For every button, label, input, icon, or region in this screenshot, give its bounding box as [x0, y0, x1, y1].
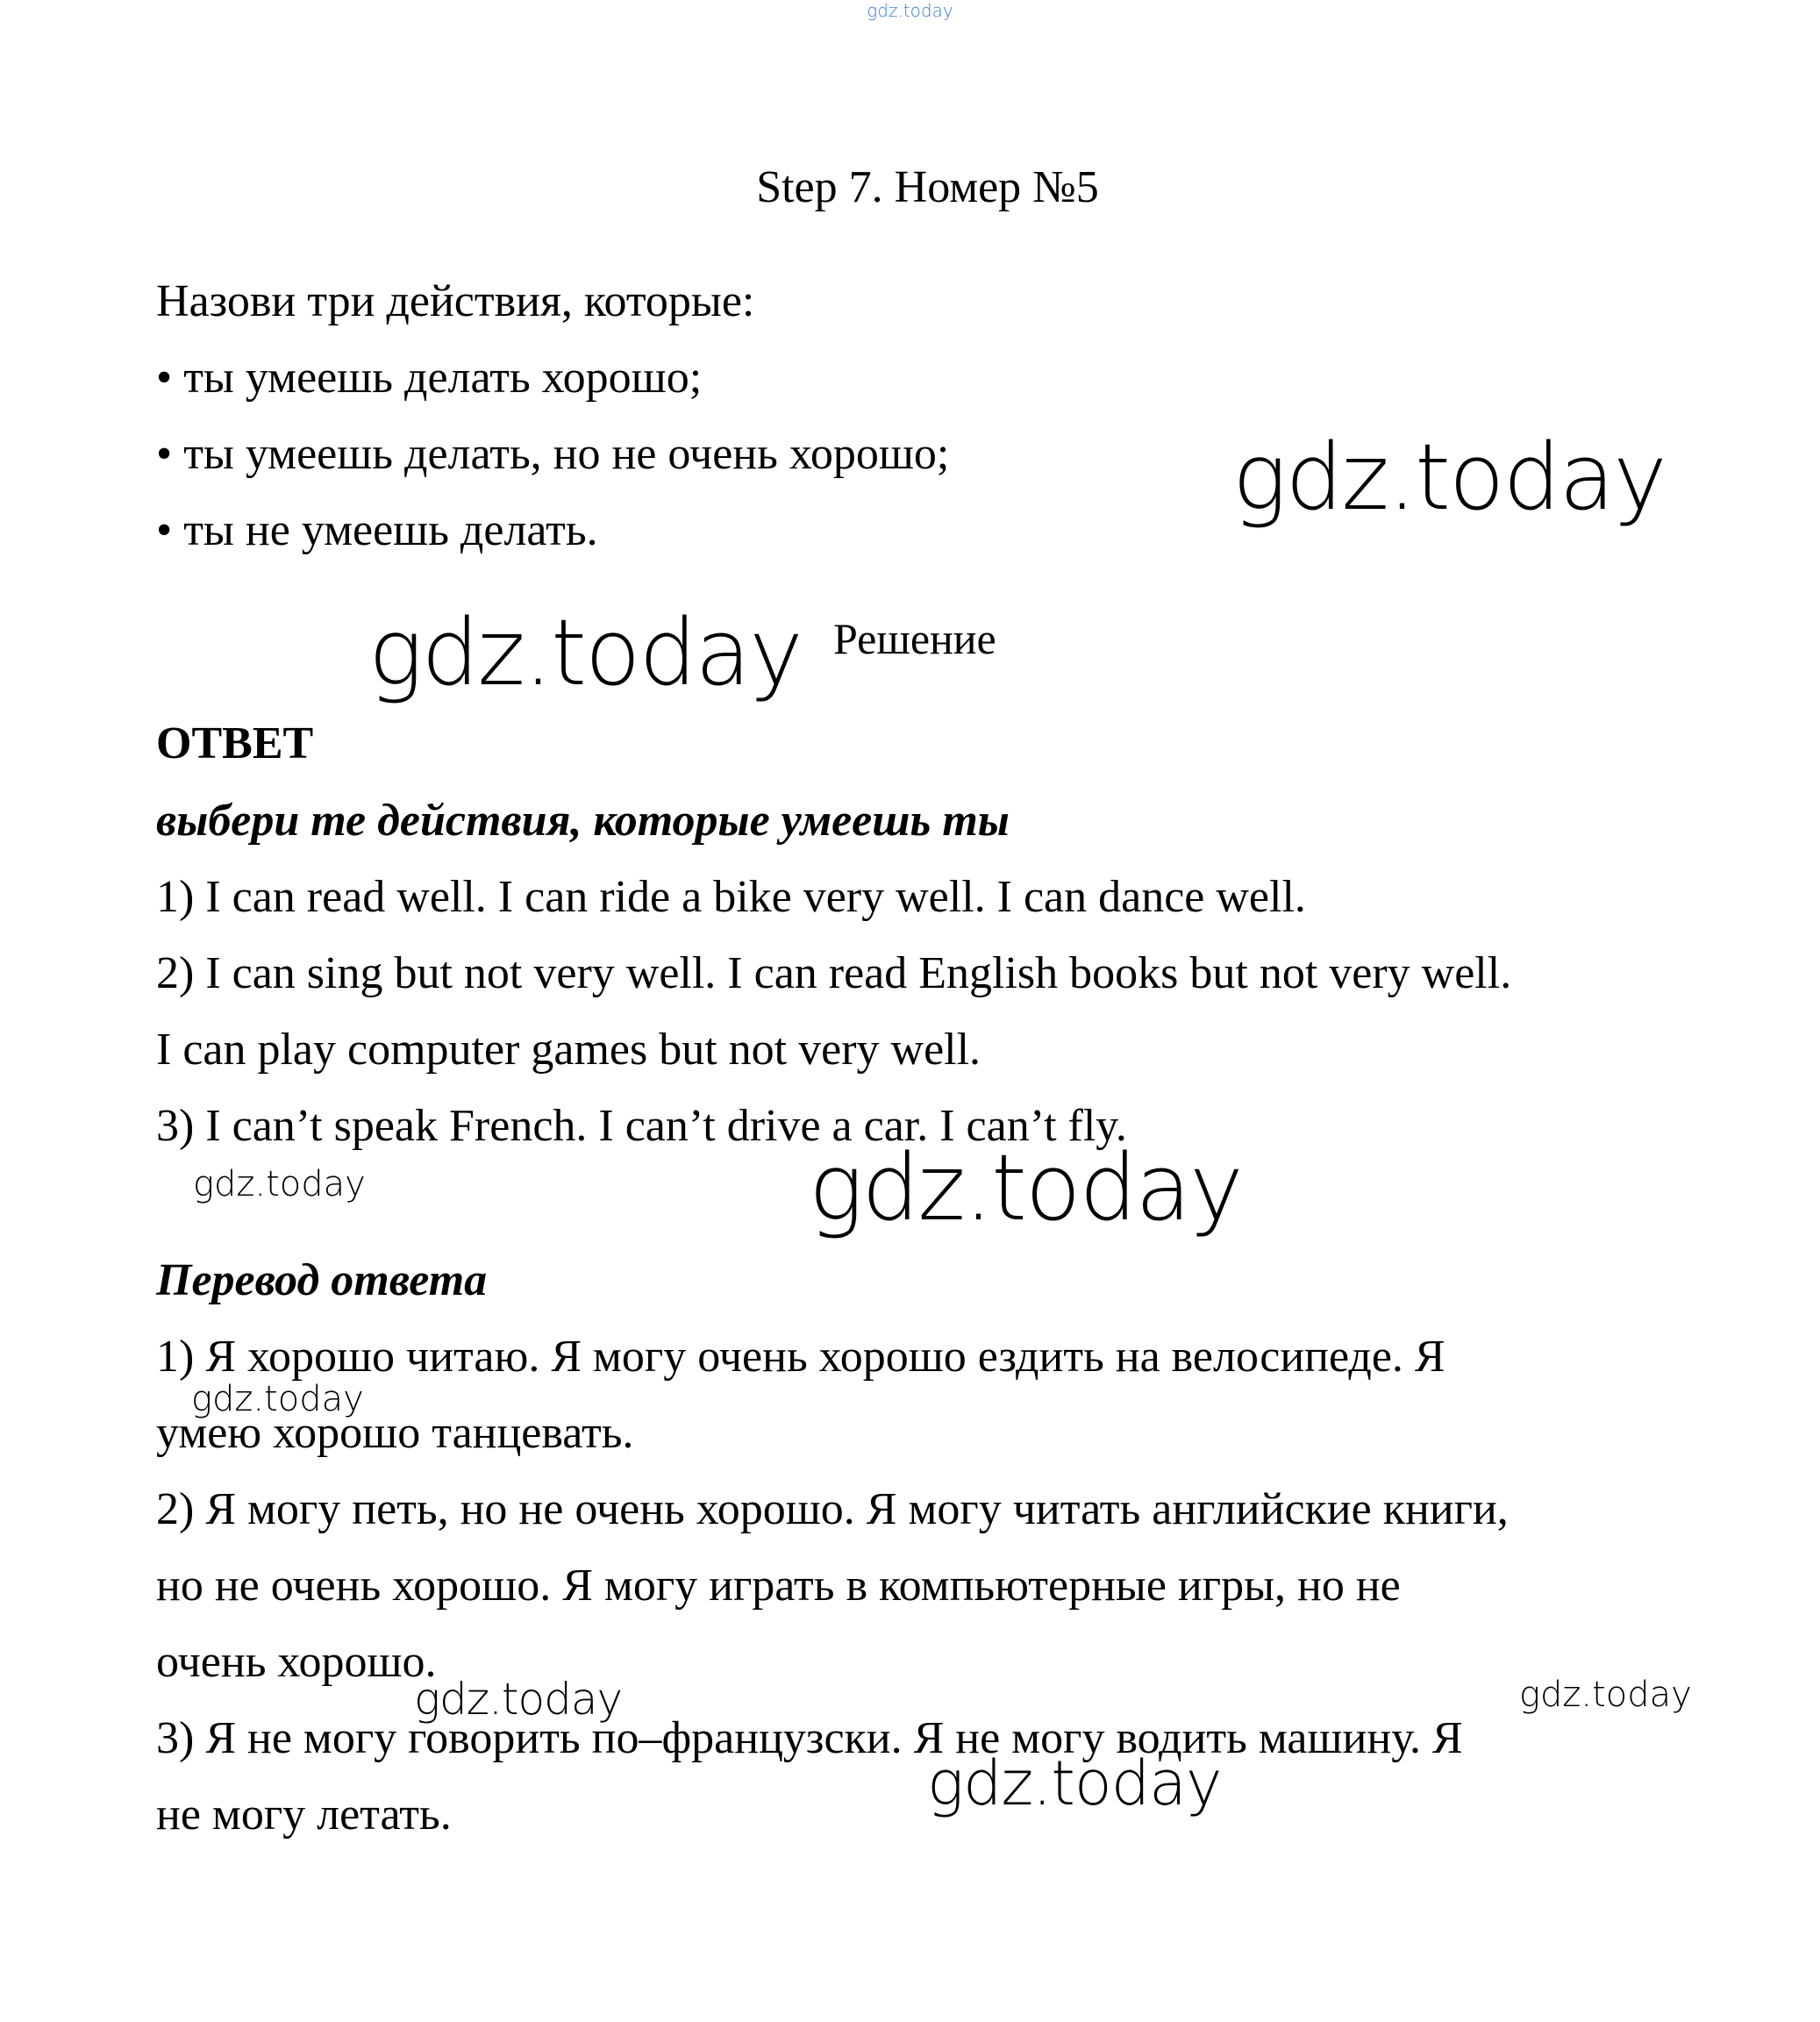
- translation-line-6: 3) Я не могу говорить по–французски. Я не могу водить машину. Я: [156, 1713, 1463, 1763]
- answer-subheading: выбери те действия, которые умеешь ты: [156, 796, 1010, 846]
- task-item-3: • ты не умеешь делать.: [156, 505, 598, 555]
- watermark-top: gdz.today: [867, 0, 953, 21]
- page-title: Step 7. Номер №5: [756, 162, 1099, 212]
- translation-line-4: но не очень хорошо. Я могу играть в компьютерные игры, но не: [156, 1561, 1401, 1611]
- answer-heading: ОТВЕТ: [156, 718, 314, 768]
- answer-line-2: 2) I can sing but not very well. I can read English books but not very well.: [156, 948, 1512, 998]
- translation-heading: Перевод ответа: [156, 1255, 488, 1305]
- watermark-small-1: gdz.today: [193, 1164, 366, 1204]
- translation-line-3: 2) Я могу петь, но не очень хорошо. Я могу читать английские книги,: [156, 1484, 1509, 1534]
- watermark-large-right: gdz.today: [1232, 424, 1666, 531]
- watermark-small-3: gdz.today: [1519, 1675, 1692, 1715]
- answer-line-1: 1) I can read well. I can ride a bike very well. I can dance well.: [156, 872, 1306, 922]
- solution-label: Решение: [833, 614, 996, 663]
- watermark-medium-2: gdz.today: [927, 1747, 1222, 1819]
- task-item-2: • ты умеешь делать, но не очень хорошо;: [156, 429, 950, 479]
- answer-line-3: I can play computer games but not very well.: [156, 1025, 981, 1075]
- watermark-medium-1: gdz.today: [414, 1674, 623, 1725]
- translation-line-5: очень хорошо.: [156, 1637, 437, 1687]
- translation-line-2: умею хорошо танцевать.: [156, 1408, 634, 1458]
- task-item-1: • ты умеешь делать хорошо;: [156, 353, 703, 403]
- watermark-small-2: gdz.today: [191, 1379, 364, 1419]
- translation-line-7: не могу летать.: [156, 1790, 452, 1840]
- watermark-large-left: gdz.today: [368, 599, 802, 706]
- answer-line-4: 3) I can’t speak French. I can’t drive a car. I can’t fly.: [156, 1101, 1127, 1151]
- translation-line-1: 1) Я хорошо читаю. Я могу очень хорошо ездить на велосипеде. Я: [156, 1332, 1445, 1382]
- task-intro: Назови три действия, которые:: [156, 276, 755, 326]
- watermark-large-center: gdz.today: [809, 1134, 1242, 1241]
